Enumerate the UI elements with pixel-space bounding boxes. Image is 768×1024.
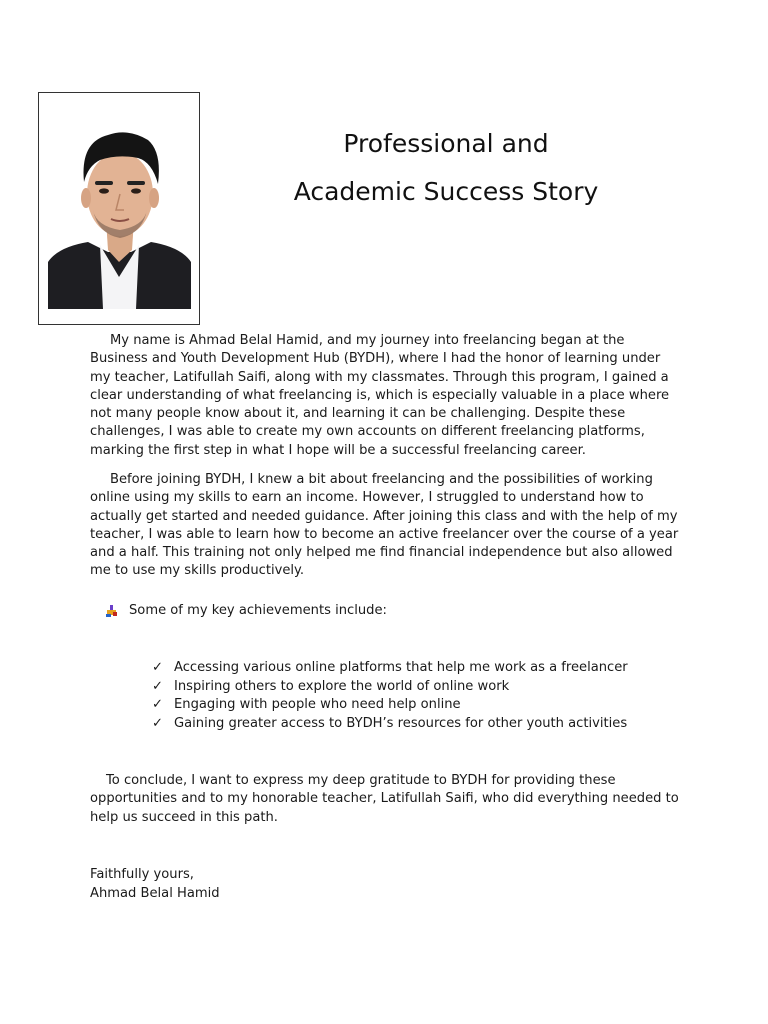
portrait-photo-frame bbox=[38, 92, 200, 325]
achievements-intro-text: Some of my key achievements include: bbox=[129, 603, 387, 618]
background-paragraph: Before joining BYDH, I knew a bit about freelancing and the possibilities of working online using my skills to earn an income. However, I struggled to understand how to actually get started and needed guidance. After joining this class and with the help of my teacher, I was able to learn how to become an active freelancer over the course of a year and a half. This training not only helped me find financial independence but also allowed me to use my skills productively. bbox=[90, 472, 679, 579]
check-mark-icon: ✓ bbox=[152, 678, 163, 694]
achievements-list bbox=[152, 659, 628, 733]
page-title bbox=[260, 120, 632, 216]
check-mark-icon: ✓ bbox=[152, 715, 163, 731]
achievement-text: Gaining greater access to BYDH’s resources for other youth activities bbox=[174, 715, 628, 731]
hand-pointer-bullet-icon bbox=[106, 605, 118, 617]
portrait-photo bbox=[48, 102, 191, 309]
intro-paragraph: My name is Ahmad Belal Hamid, and my journey into freelancing began at the Business and Youth Development Hub (BYDH), where I had the honor of learning under my teacher, Latifullah Saifi, along with my classmates. Through this program, I gained a clear understanding of what freelancing is, which is especially valuable in a place where not many people know about it, and learning it can be challenging. Despite these challenges, I was able to create my own accounts on different freelancing platforms, marking the first step in what I hope will be a successful freelancing career. bbox=[90, 333, 670, 458]
achievement-text: Engaging with people who need help online bbox=[174, 697, 461, 712]
conclusion-paragraph: To conclude, I want to express my deep gratitude to BYDH for providing these opportunities and to my honorable teacher, Latifullah Saifi, who did everything needed to help us succeed in this path. bbox=[90, 773, 679, 825]
check-mark-icon: ✓ bbox=[152, 660, 163, 675]
list-item bbox=[152, 715, 628, 734]
closing-salutation: Faithfully yours, bbox=[90, 867, 194, 882]
title-line-2: Academic Success Story bbox=[293, 177, 599, 206]
list-item bbox=[152, 696, 628, 715]
list-item bbox=[152, 659, 628, 678]
signature-name: Ahmad Belal Hamid bbox=[90, 886, 220, 901]
check-mark-icon: ✓ bbox=[152, 697, 163, 712]
list-item bbox=[152, 678, 628, 697]
title-line-1: Professional and bbox=[343, 129, 549, 158]
achievement-text: Inspiring others to explore the world of online work bbox=[174, 678, 510, 694]
achievements-intro bbox=[106, 602, 387, 620]
achievement-text: Accessing various online platforms that help me work as a freelancer bbox=[174, 660, 628, 675]
